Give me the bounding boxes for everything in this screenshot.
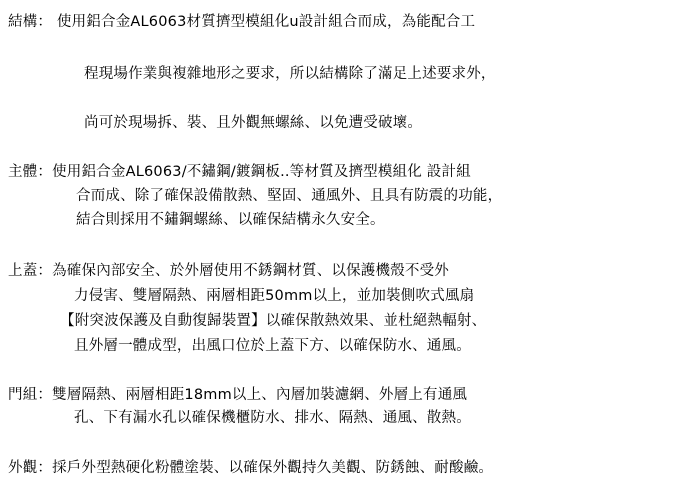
structure-line-2: 程現場作業與複雜地形之要求，所以結構除了滿足上述要求外， xyxy=(84,66,496,82)
body-line-3: 結合則採用不鏽鋼螺絲、以確保結構永久安全。 xyxy=(76,212,385,228)
exterior-line-1: 外觀：採戶外型熱硬化粉體塗裝、以確保外觀持久美觀、防銹蝕、耐酸鹼。 xyxy=(8,460,494,476)
body-line-1: 主體：使用鋁合金AL6063/不鏽鋼/鍍鋼板..等材質及擠型模組化 設計組 xyxy=(8,164,471,180)
structure-line-3: 尚可於現場拆、裝、且外觀無螺絲、以免遭受破壞。 xyxy=(84,115,423,131)
top-cover-line-4: 且外層一體成型，出風口位於上蓋下方、以確保防水、通風。 xyxy=(74,338,471,354)
top-cover-line-1: 上蓋：為確保內部安全、於外層使用不銹鋼材質、以保護機殼不受外 xyxy=(8,263,449,279)
top-cover-line-3: 【附突波保護及自動復歸裝置】以確保散熱效果、並杜絕熱輻射、 xyxy=(60,313,487,329)
structure-line-1: 結構： 使用鋁合金AL6063材質擠型模組化u設計組合而成，為能配合工 xyxy=(8,14,476,30)
body-line-2: 合而成、除了確保設備散熱、堅固、通風外、且具有防震的功能， xyxy=(76,188,503,204)
door-line-2: 孔、下有漏水孔以確保機櫃防水、排水、隔熱、通風、散熱。 xyxy=(74,410,471,426)
top-cover-line-2: 力侵害、雙層隔熱、兩層相距50mm以上，並加裝側吹式風扇 xyxy=(74,288,475,304)
door-line-1: 門組：雙層隔熱、兩層相距18mm以上、內層加裝濾網、外層上有通風 xyxy=(8,387,468,403)
